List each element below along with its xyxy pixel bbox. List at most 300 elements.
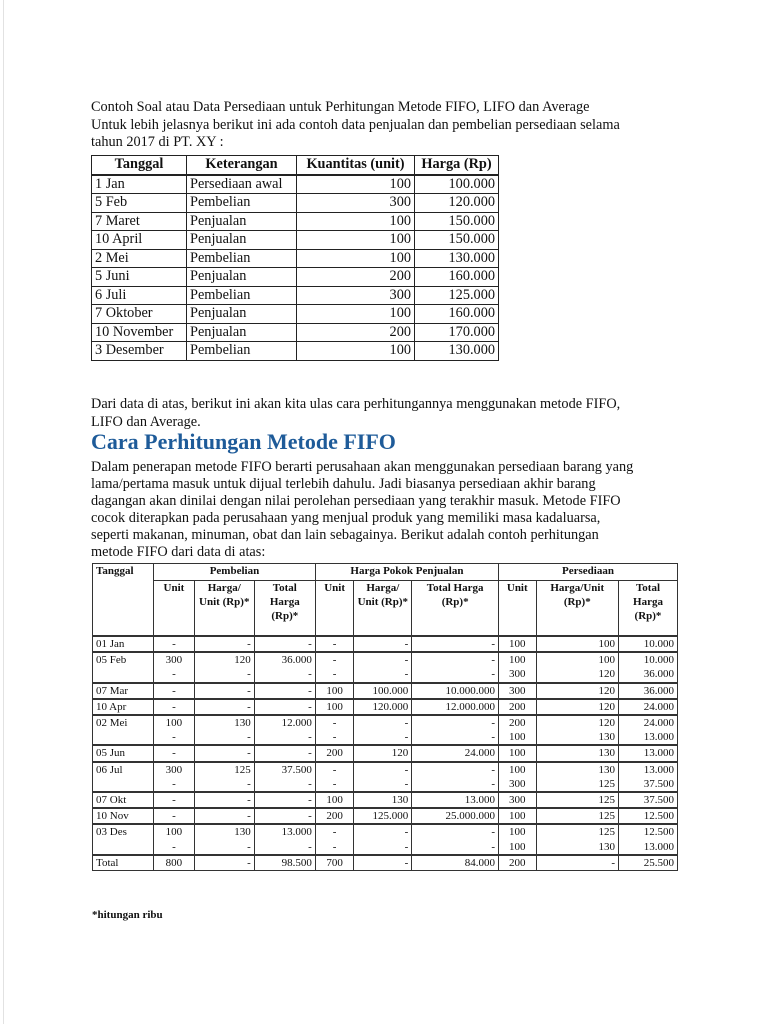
table-cell <box>412 824 499 854</box>
date-cell: 02 Mei <box>93 715 154 745</box>
cell-value: 25.000.000 <box>445 810 496 823</box>
cell-value: 98.500 <box>281 856 312 869</box>
table-cell: 7 Oktober <box>92 305 187 324</box>
table-cell <box>154 715 195 745</box>
table-cell <box>619 699 678 715</box>
table-row <box>93 808 678 824</box>
column-header-keterangan: Keterangan <box>187 156 297 175</box>
cell-value: - <box>247 747 251 760</box>
table-cell <box>194 808 254 824</box>
table-cell: 100 <box>297 231 415 250</box>
column-header-harga: Harga (Rp) <box>415 156 499 175</box>
fifo-calculation-table <box>92 563 678 871</box>
cell-value: 24.000 <box>643 700 674 713</box>
table-cell: 150.000 <box>415 231 499 250</box>
cell-value: - <box>491 638 496 650</box>
cell-value: 13.000 <box>281 826 312 839</box>
table-cell <box>254 745 315 761</box>
cell-value: 10.000.000 <box>445 684 496 697</box>
table-row <box>93 636 678 652</box>
cell-value: 100 <box>509 747 526 760</box>
header-tanggal: Tanggal <box>93 564 154 637</box>
cell-value: 130 <box>598 747 615 760</box>
table-cell <box>254 652 315 682</box>
cell-value: - <box>491 840 496 853</box>
table-cell <box>254 762 315 792</box>
table-cell <box>536 636 618 652</box>
cell-value: - <box>491 777 496 790</box>
fifo-section-title: Cara Perhitungan Metode FIFO <box>91 429 396 454</box>
cell-value: 120 <box>598 668 615 681</box>
table-cell: Pembelian <box>187 194 297 213</box>
cell-value: 100 <box>509 763 526 776</box>
cell-value: - <box>172 810 176 823</box>
table-cell <box>154 762 195 792</box>
table-cell: Penjualan <box>187 212 297 231</box>
group-header-row <box>93 564 678 581</box>
cell-value: - <box>491 826 496 839</box>
cell-value: - <box>308 668 312 681</box>
table-cell <box>194 715 254 745</box>
table-cell <box>154 745 195 761</box>
cell-value: 13.000 <box>643 840 674 853</box>
date-cell: 05 Jun <box>93 745 154 761</box>
table-cell <box>354 808 412 824</box>
table-row <box>92 305 499 324</box>
cell-value: 700 <box>326 856 343 869</box>
header-persediaan: Persediaan <box>499 564 678 581</box>
table-row <box>92 249 499 268</box>
cell-value: 100 <box>509 826 526 839</box>
table-cell <box>619 824 678 854</box>
cell-value: 37.500 <box>643 794 674 807</box>
fifo-line: metode FIFO dari data di atas: <box>91 543 266 560</box>
fifo-line: Dalam penerapan metode FIFO berarti perusahaan akan menggunakan persediaan barang yang <box>91 459 634 475</box>
cell-value: 100 <box>326 700 343 713</box>
cell-value: - <box>332 763 337 776</box>
table-cell <box>536 699 618 715</box>
table-cell: Penjualan <box>187 305 297 324</box>
table-cell <box>154 824 195 854</box>
table-cell <box>315 699 354 715</box>
cell-value: - <box>172 731 176 744</box>
table-cell <box>412 636 499 652</box>
table-cell <box>194 652 254 682</box>
cell-value: 300 <box>509 684 526 697</box>
table-cell <box>154 855 195 871</box>
transition-paragraph <box>91 396 681 431</box>
table-cell <box>412 745 499 761</box>
cell-value: - <box>332 826 337 839</box>
cell-value: 300 <box>509 668 526 681</box>
cell-value: - <box>247 840 251 853</box>
cell-value: - <box>172 700 176 713</box>
table-cell: Pembelian <box>187 249 297 268</box>
sub-header-harga-unit: Harga/ Unit (Rp)* <box>194 581 254 637</box>
cell-value: 130 <box>391 794 409 807</box>
table-row <box>93 855 678 871</box>
cell-value: 36.000 <box>643 668 674 681</box>
table-cell <box>354 683 412 699</box>
table-cell <box>194 824 254 854</box>
cell-value: 100 <box>509 731 526 744</box>
table-cell <box>412 652 499 682</box>
cell-value: 120 <box>234 654 251 667</box>
cell-value: - <box>404 654 409 667</box>
cell-value: 10.000 <box>643 654 674 667</box>
header-harga-pokok-penjualan: Harga Pokok Penjualan <box>315 564 498 581</box>
table-cell: 6 Juli <box>92 286 187 305</box>
cell-value: 120 <box>598 717 615 730</box>
table-cell: 1 Jan <box>92 175 187 194</box>
table-cell: Persediaan awal <box>187 175 297 194</box>
table-row <box>92 175 499 194</box>
table-cell <box>536 762 618 792</box>
cell-value: - <box>332 731 337 744</box>
sub-header-total-harga: Total Harga (Rp)* <box>412 581 499 637</box>
sub-header-unit: Unit <box>154 581 195 637</box>
cell-value: - <box>172 777 176 790</box>
date-cell: 05 Feb <box>93 652 154 682</box>
table-header-row <box>92 156 499 175</box>
table-cell: 100 <box>297 342 415 361</box>
cell-value: 200 <box>326 810 343 823</box>
cell-value: 125 <box>598 826 615 839</box>
table-cell <box>254 636 315 652</box>
table-cell: 100 <box>297 249 415 268</box>
table-cell <box>194 699 254 715</box>
table-cell <box>354 762 412 792</box>
table-cell <box>194 636 254 652</box>
cell-value: 120.000 <box>372 700 409 713</box>
table-cell <box>354 652 412 682</box>
cell-value: - <box>172 747 176 760</box>
cell-value: - <box>404 777 409 790</box>
cell-value: 200 <box>326 747 343 760</box>
intro-line: tahun 2017 di PT. XY : <box>91 134 224 150</box>
cell-value: 130 <box>598 763 615 776</box>
cell-value: - <box>404 856 409 869</box>
cell-value: - <box>611 856 615 869</box>
cell-value: 200 <box>509 856 526 869</box>
table-cell: 170.000 <box>415 323 499 342</box>
table-cell <box>499 715 536 745</box>
sub-header-unit: Unit <box>499 581 536 637</box>
table-row <box>93 652 678 682</box>
cell-value: 12.500 <box>643 826 674 839</box>
table-cell <box>619 683 678 699</box>
table-cell <box>254 792 315 808</box>
cell-value: - <box>332 840 337 853</box>
transition-line: Dari data di atas, berikut ini akan kita ulas cara perhitungannya menggunakan metode FIFO, <box>91 396 621 412</box>
cell-value: 13.000 <box>464 794 496 807</box>
fifo-paragraph <box>91 459 681 560</box>
cell-value: 84.000 <box>464 856 496 869</box>
cell-value: - <box>308 684 312 697</box>
table-cell <box>619 652 678 682</box>
table-cell <box>619 762 678 792</box>
cell-value: 100 <box>326 794 343 807</box>
table-cell: 10 April <box>92 231 187 250</box>
cell-value: - <box>247 638 251 650</box>
cell-value: 120 <box>598 700 615 713</box>
table-row <box>93 683 678 699</box>
table-cell: 130.000 <box>415 249 499 268</box>
table-row <box>93 792 678 808</box>
cell-value: - <box>491 654 496 667</box>
cell-value: 13.000 <box>643 747 674 760</box>
cell-value: 100 <box>509 654 526 667</box>
cell-value: 100 <box>326 684 343 697</box>
cell-value: - <box>332 777 337 790</box>
table-cell: 7 Maret <box>92 212 187 231</box>
cell-value: - <box>172 794 176 807</box>
cell-value: - <box>332 668 337 681</box>
table-cell <box>315 808 354 824</box>
cell-value: - <box>308 700 312 713</box>
cell-value: - <box>247 777 251 790</box>
table-cell <box>499 636 536 652</box>
table-cell <box>254 808 315 824</box>
table-cell: 200 <box>297 268 415 287</box>
cell-value: - <box>332 717 337 730</box>
cell-value: 13.000 <box>643 763 674 776</box>
sub-header-harga-unit: Harga/ Unit (Rp)* <box>354 581 412 637</box>
table-row <box>92 342 499 361</box>
page-edge <box>3 0 4 1024</box>
cell-value: 100 <box>509 840 526 853</box>
table-cell: 160.000 <box>415 305 499 324</box>
cell-value: - <box>308 731 312 744</box>
date-cell: 03 Des <box>93 824 154 854</box>
cell-value: 12.500 <box>643 810 674 823</box>
cell-value: 100 <box>509 810 526 823</box>
cell-value: 120 <box>391 747 409 760</box>
fifo-table-body <box>93 636 678 871</box>
table-cell <box>254 855 315 871</box>
table-cell <box>354 699 412 715</box>
cell-value: 120 <box>598 684 615 697</box>
table-row <box>93 745 678 761</box>
table-cell <box>354 792 412 808</box>
table-cell <box>619 855 678 871</box>
cell-value: - <box>404 638 409 650</box>
cell-value: - <box>247 794 251 807</box>
intro-line: Untuk lebih jelasnya berikut ini ada contoh data penjualan dan pembelian persediaan selama <box>91 116 620 133</box>
table-cell: 5 Juni <box>92 268 187 287</box>
table-cell <box>412 762 499 792</box>
cell-value: - <box>332 654 337 667</box>
header-pembelian: Pembelian <box>154 564 316 581</box>
cell-value: - <box>247 856 251 869</box>
cell-value: 130 <box>598 731 615 744</box>
cell-value: - <box>308 810 312 823</box>
cell-value: 800 <box>165 856 183 869</box>
sub-header-harga-unit: Harga/Unit (Rp)* <box>536 581 618 637</box>
table-cell <box>254 715 315 745</box>
cell-value: 125.000 <box>372 810 409 823</box>
table-cell <box>354 745 412 761</box>
cell-value: 300 <box>509 794 526 807</box>
cell-value: - <box>172 638 176 650</box>
column-header-tanggal: Tanggal <box>92 156 187 175</box>
table-cell <box>315 824 354 854</box>
cell-value: - <box>332 638 337 650</box>
table-cell <box>254 824 315 854</box>
cell-value: 130 <box>598 840 615 853</box>
table-cell <box>315 762 354 792</box>
table-row <box>92 194 499 213</box>
table-cell <box>536 745 618 761</box>
table-cell <box>499 792 536 808</box>
table-cell <box>412 683 499 699</box>
sub-header-total-harga: Total Harga (Rp)* <box>619 581 678 637</box>
cell-value: 100 <box>598 638 615 650</box>
table-cell <box>412 699 499 715</box>
table-row <box>93 762 678 792</box>
cell-value: - <box>491 668 496 681</box>
table-cell <box>354 715 412 745</box>
table-cell <box>154 699 195 715</box>
column-header-kuantitas: Kuantitas (unit) <box>297 156 415 175</box>
table-cell <box>499 824 536 854</box>
table-cell <box>194 792 254 808</box>
table-row <box>93 715 678 745</box>
table-row <box>93 699 678 715</box>
table-cell <box>354 855 412 871</box>
table-cell <box>619 808 678 824</box>
cell-value: 300 <box>509 777 526 790</box>
date-cell: Total <box>93 855 154 871</box>
table-row <box>92 286 499 305</box>
sub-header-unit: Unit <box>315 581 354 637</box>
table-cell <box>536 792 618 808</box>
date-cell: 06 Jul <box>93 762 154 792</box>
date-cell: 10 Apr <box>93 699 154 715</box>
cell-value: 130 <box>234 826 251 839</box>
cell-value: - <box>172 668 176 681</box>
table-cell: Pembelian <box>187 342 297 361</box>
table-cell <box>499 683 536 699</box>
table-cell <box>536 683 618 699</box>
cell-value: - <box>247 684 251 697</box>
table-cell <box>412 715 499 745</box>
table-cell: 2 Mei <box>92 249 187 268</box>
table-cell <box>619 745 678 761</box>
fifo-line: seperti makanan, minuman, obat dan lain sebagainya. Berikut adalah contoh perhitungan <box>91 526 599 543</box>
cell-value: 300 <box>165 654 183 667</box>
footnote: *hitungan ribu <box>92 909 163 921</box>
table-cell: 10 November <box>92 323 187 342</box>
cell-value: 100 <box>165 717 183 730</box>
table-cell: 3 Desember <box>92 342 187 361</box>
cell-value: 125 <box>598 777 615 790</box>
table-cell <box>499 762 536 792</box>
table-cell <box>315 715 354 745</box>
table-cell <box>412 792 499 808</box>
table-cell <box>536 715 618 745</box>
table-cell <box>194 762 254 792</box>
cell-value: 37.500 <box>281 763 312 776</box>
table-row <box>92 323 499 342</box>
cell-value: - <box>247 731 251 744</box>
table-cell: Penjualan <box>187 268 297 287</box>
date-cell: 07 Mar <box>93 683 154 699</box>
table-cell: 100.000 <box>415 175 499 194</box>
table-cell: Penjualan <box>187 323 297 342</box>
table-cell <box>315 683 354 699</box>
table-cell <box>536 855 618 871</box>
table-cell <box>315 855 354 871</box>
table-cell <box>154 652 195 682</box>
table-cell: 100 <box>297 175 415 194</box>
table-cell <box>354 824 412 854</box>
cell-value: 130 <box>234 717 251 730</box>
table-cell: Penjualan <box>187 231 297 250</box>
table-cell <box>536 808 618 824</box>
cell-value: - <box>404 668 409 681</box>
cell-value: 100 <box>598 654 615 667</box>
cell-value: 100.000 <box>372 684 409 697</box>
cell-value: 100 <box>165 826 183 839</box>
table-cell: 300 <box>297 286 415 305</box>
date-cell: 01 Jan <box>93 636 154 652</box>
table-cell <box>194 683 254 699</box>
cell-value: 100 <box>509 638 526 650</box>
table-cell <box>619 636 678 652</box>
cell-value: - <box>247 668 251 681</box>
cell-value: - <box>404 763 409 776</box>
table-row <box>92 231 499 250</box>
table-cell <box>154 792 195 808</box>
cell-value: - <box>404 826 409 839</box>
table-cell <box>536 652 618 682</box>
cell-value: - <box>308 794 312 807</box>
table-cell <box>412 855 499 871</box>
cell-value: 24.000 <box>643 717 674 730</box>
table-cell <box>619 715 678 745</box>
fifo-line: lama/pertama masuk untuk dijual terlebih dahulu. Jadi biasanya persediaan akhir barang <box>91 475 596 492</box>
cell-value: - <box>247 700 251 713</box>
cell-value: - <box>404 840 409 853</box>
cell-value: 125 <box>598 810 615 823</box>
table-cell <box>154 636 195 652</box>
cell-value: - <box>308 638 312 650</box>
table-cell <box>354 636 412 652</box>
fifo-line: dagangan akan dinilai dengan nilai perolehan persediaan yang terakhir masuk. Metode FIFO <box>91 492 621 509</box>
cell-value: - <box>172 684 176 697</box>
table-cell <box>315 792 354 808</box>
table-cell <box>499 745 536 761</box>
cell-value: 37.500 <box>643 777 674 790</box>
table-row <box>93 824 678 854</box>
cell-value: - <box>308 747 312 760</box>
intro-line: Contoh Soal atau Data Persediaan untuk Perhitungan Metode FIFO, LIFO dan Average <box>91 99 590 115</box>
sub-header-row <box>93 581 678 637</box>
table-cell: Pembelian <box>187 286 297 305</box>
cell-value: - <box>172 840 176 853</box>
transition-line: LIFO dan Average. <box>91 413 201 430</box>
table-cell: 160.000 <box>415 268 499 287</box>
table-cell <box>499 699 536 715</box>
table-cell: 125.000 <box>415 286 499 305</box>
table-cell <box>254 699 315 715</box>
table-cell <box>499 855 536 871</box>
cell-value: 12.000 <box>281 717 312 730</box>
table-cell <box>315 652 354 682</box>
cell-value: - <box>491 731 496 744</box>
table-cell <box>412 808 499 824</box>
